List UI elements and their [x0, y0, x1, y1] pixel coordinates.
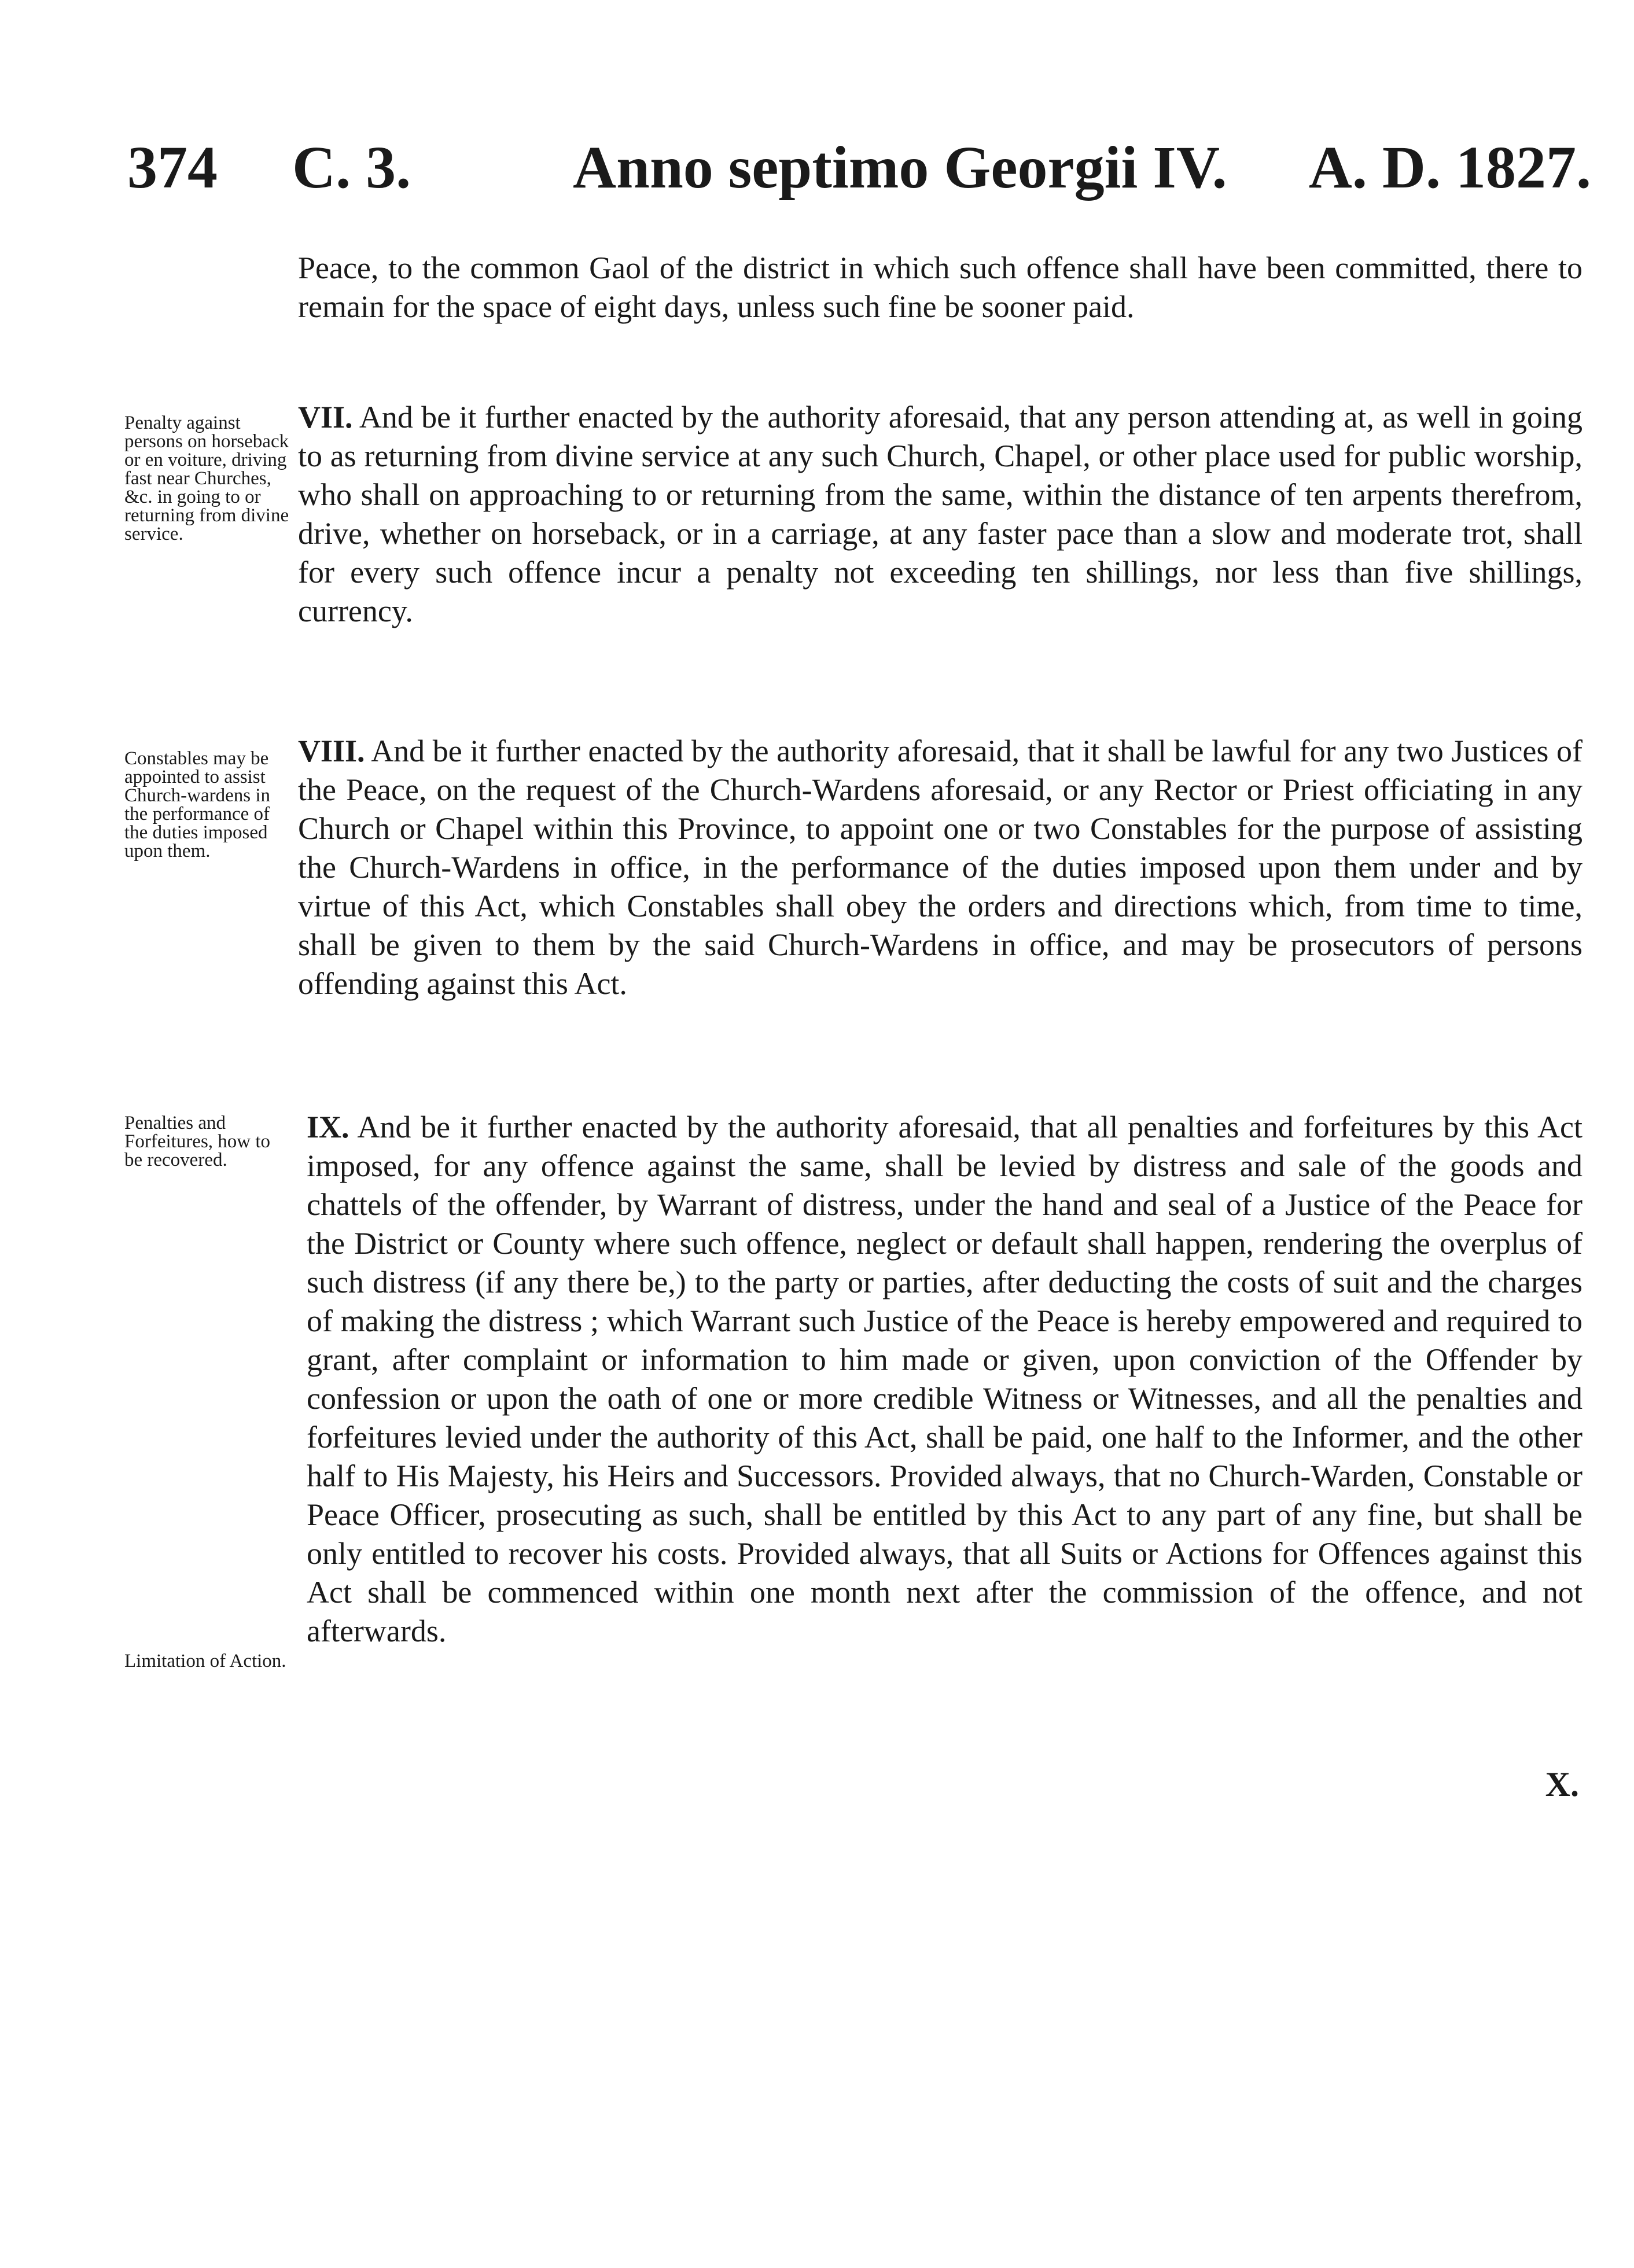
year-label: A. D. 1827.: [1308, 134, 1591, 201]
section-text: And be it further enacted by the authority aforesaid, that all penalties and forfeitures by this Act imposed, for any offence against the same, shall be levied by distress and sale of the goods and chattels of the offender, by Warrant of distress, under the hand and seal of a Justice of the Peace for the District or County where such offence, neglect or default shall happen, rendering the overplus of such distress (if any there be,) to the party or parties, after deducting the costs of suit and the charges of making the distress ; which Warrant such Justice of the Peace is hereby empowered and required to grant, after complaint or information to him made or given, upon conviction of the Offender by confession or upon the oath of one or more credible Witness or Witnesses, and all the penalties and forfeitures levied under the authority of this Act, shall be paid, one half to the Informer, and the other half to His Majesty, his Heirs and Successors. Provided always, that no Church-Warden, Constable or Peace Officer, prosecuting as such, shall be entitled by this Act to any part of any fine, but shall be only entitled to recover his costs. Provided always, that all Suits or Actions for Offences against this Act shall be commenced within one month next after the commission of the offence, and not afterwards.: [307, 1110, 1583, 1648]
section-number: IX.: [307, 1110, 349, 1144]
section-text: And be it further enacted by the authority aforesaid, that any person attending at, as well in going to as returning from divine service at any such Church, Chapel, or other place used for public worship, who shall on approaching to or returning from the same, within the distance of ten arpents therefrom, drive, whether on horseback, or in a carriage, at any faster pace than a slow and moderate trot, shall for every such offence incur a penalty not exceeding ten shillings, nor less than five shillings, currency.: [298, 400, 1583, 628]
section-number: VII.: [298, 400, 353, 435]
paragraph-continuation: [298, 249, 1583, 326]
margin-note-penalties-recovered: Penalties and Forfeitures, how to be recovered.: [124, 1113, 271, 1170]
section-vii: [298, 398, 1583, 631]
running-title: Anno septimo Georgii IV.: [573, 134, 1227, 201]
section-text: And be it further enacted by the authority aforesaid, that it shall be lawful for any two Justices of the Peace, on the request of the Church-Wardens aforesaid, or any Rector or Priest officiating in any Church or Chapel within this Province, to appoint one or two Constables for the purpose of assisting the Church-Wardens in office, in the performance of the duties imposed upon them under and by virtue of this Act, which Constables shall obey the orders and directions which, from time to time, shall be given to them by the said Church-Wardens in office, and may be prosecutors of persons offending against this Act.: [298, 734, 1583, 1001]
margin-note-limitation: Limitation of Action.: [124, 1651, 286, 1671]
section-number: VIII.: [298, 734, 365, 768]
page-number: 374: [127, 134, 218, 201]
section-viii: [298, 732, 1583, 1003]
margin-note-constables: Constables may be appointed to assist Church-wardens in the performance of the duties imposed upon them.: [124, 748, 271, 861]
paragraph-text: Peace, to the common Gaol of the district in which such offence shall have been committed, there to remain for the space of eight days, unless such fine be sooner paid.: [298, 251, 1583, 324]
margin-note-penalty-driving: Penalty against persons on horseback or en voiture, driving fast near Churches, &c. in going to or returning from divine service.: [124, 413, 289, 544]
chapter-number: C. 3.: [292, 134, 411, 201]
section-ix: [307, 1108, 1583, 1651]
catchword: X.: [1545, 1765, 1579, 1803]
page-header: [127, 130, 1591, 205]
